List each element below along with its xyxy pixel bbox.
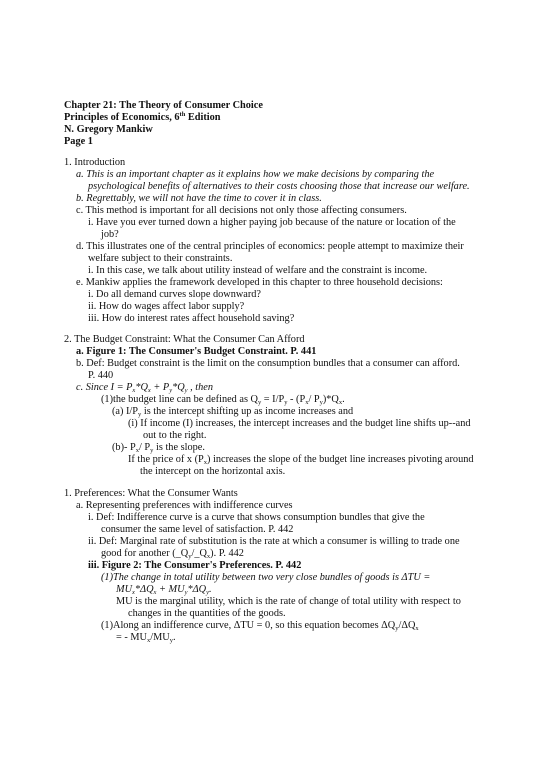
s1-item-c: c. This method is important for all decisions not only those affecting consumers. — [76, 205, 407, 216]
s2-item-c-b-line1: If the price of x $(P_x)$ increases the slope of the budget line increases pivoting around — [128, 454, 474, 466]
s2-item-c-a-i-line1: (i) If income (I) increases, the intercept increases and the budget line shifts up--and — [128, 418, 471, 429]
s1-item-c-i-line2: job? — [101, 229, 119, 240]
s1-item-e-ii: ii. How do wages affect labor supply? — [88, 301, 245, 312]
s3-item-a-ii-line2: good for another $(\_Q_y/\_Q_x)$. P. 442 — [101, 548, 244, 560]
author: N. Gregory Mankiw — [64, 124, 153, 135]
s1-item-a-line2: psychological benefits of alternatives to their costs choosing those that increase our welfare. — [88, 181, 470, 192]
s3-item-a: a. Representing preferences with indifference curves — [76, 500, 293, 511]
s3-item-a-i-line1: i. Def: Indifference curve is a curve that shows consumption bundles that give the — [88, 512, 425, 523]
s3-point-2-formula: = - $MU_x/MU_y$. — [116, 632, 176, 644]
s1-item-e: e. Mankiw applies the framework developed in this chapter to three household decisions: — [76, 277, 443, 288]
s2-item-c-b: (b)- $P_x/$ $P_y$ is the slope. — [112, 442, 205, 454]
s3-mu-line2: changes in the quantities of the goods. — [128, 608, 286, 619]
s2-item-c: c. Since $I = P_x*Q_x + P_y*Q_y$ , then — [76, 382, 214, 394]
s1-item-e-i: i. Do all demand curves slope downward? — [88, 289, 261, 300]
s1-item-a-line1: a. This is an important chapter as it explains how we make decisions by comparing the — [76, 169, 435, 180]
chapter-title: Chapter 21: The Theory of Consumer Choice — [64, 100, 263, 111]
s2-item-a: a. Figure 1: The Consumer's Budget Constraint. P. 441 — [76, 346, 317, 357]
s3-item-a-i-line2: consumer the same level of satisfaction. P. 442 — [101, 524, 294, 535]
s1-item-d-line2: welfare subject to their constraints. — [88, 253, 233, 264]
s3-mu-line1: MU is the marginal utility, which is the rate of change of total utility with respect to — [116, 596, 461, 607]
section-1-title: 1. Introduction — [64, 157, 126, 168]
s1-item-d-line1: d. This illustrates one of the central principles of economics: people attempt to maximize their — [76, 241, 464, 252]
s1-item-e-iii: iii. How do interest rates affect household saving? — [88, 313, 295, 324]
s2-item-c-a-i-line2: out to the right. — [143, 430, 207, 441]
book-title: Principles of Economics, 6th Edition — [64, 111, 221, 123]
s3-item-a-iii: iii. Figure 2: The Consumer's Preferences. P. 442 — [88, 560, 302, 571]
s2-item-b-line2: P. 440 — [88, 370, 114, 381]
s2-item-c-a: (a) $I/P_y$ is the intercept shifting up as income increases and — [112, 406, 354, 418]
s1-item-c-i-line1: i. Have you ever turned down a higher paying job because of the nature or location of the — [88, 217, 456, 228]
s1-item-d-i: i. In this case, we talk about utility instead of welfare and the constraint is income. — [88, 265, 428, 276]
page-number: Page 1 — [64, 136, 93, 147]
s3-point-1: (1)The change in total utility between two very close bundles of goods is ΔTU = — [101, 572, 431, 583]
s3-point-2: (1)Along an indifference curve, ΔTU = 0, so this equation becomes $\Delta Q_y/\Delta Q_x$ — [101, 620, 419, 632]
section-2-title: 2. The Budget Constraint: What the Consumer Can Afford — [64, 334, 305, 345]
s2-item-b-line1: b. Def: Budget constraint is the limit on the consumption bundles that a consumer can afford. — [76, 358, 460, 369]
s3-point-1-formula: $MU_x*\Delta Q_x + MU_y*\Delta Q_y$. — [116, 584, 212, 596]
s2-item-c-1: (1)the budget line can be defined as $Q_y = I/P_y - (P_x/$ $P_y)*Q_x$. — [101, 394, 345, 406]
section-3-title: 1. Preferences: What the Consumer Wants — [64, 488, 238, 499]
s3-item-a-ii-line1: ii. Def: Marginal rate of substitution is the rate at which a consumer is willing to trade one — [88, 536, 460, 547]
s1-item-b: b. Regrettably, we will not have the time to cover it in class. — [76, 193, 322, 204]
s2-item-c-b-line2: the intercept on the horizontal axis. — [140, 466, 286, 477]
